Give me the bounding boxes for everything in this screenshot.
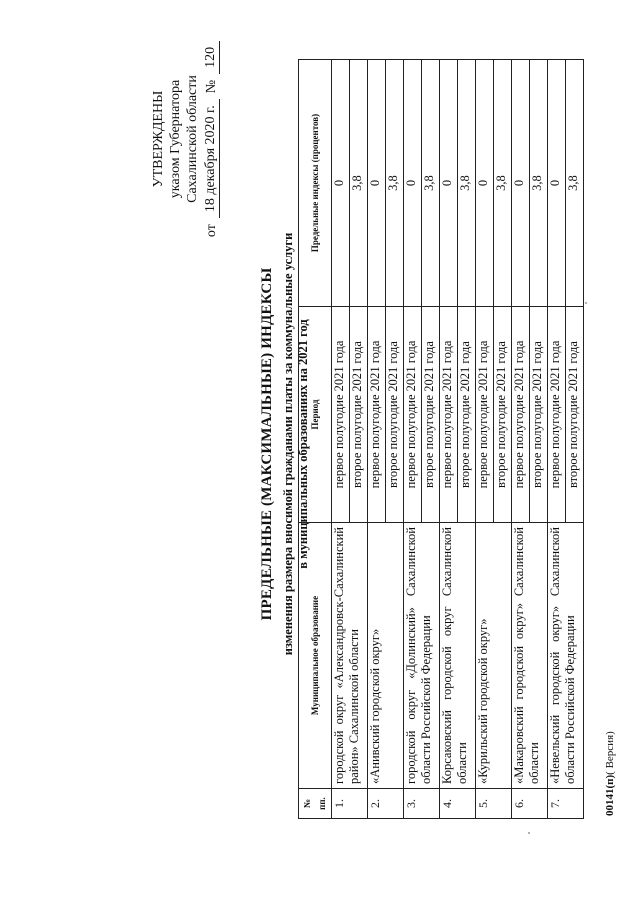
approval-number: 120	[202, 41, 220, 74]
table-row	[476, 60, 494, 819]
table-row	[368, 60, 386, 819]
row-index: 0	[404, 60, 422, 307]
row-period: первое полугодие 2021 года	[404, 307, 422, 523]
approval-region: Сахалинской области	[185, 75, 200, 203]
row-period: первое полугодие 2021 года	[440, 307, 458, 523]
row-num: 3.	[404, 789, 440, 819]
row-period: второе полугодие 2021 года	[530, 307, 548, 523]
title-line-2: изменения размера вносимой гражданами платы за коммунальные услуги	[281, 232, 295, 656]
row-period: второе полугодие 2021 года	[566, 307, 584, 523]
row-num: 2.	[368, 789, 404, 819]
indices-table	[298, 59, 584, 819]
approval-title: УТВЕРЖДЕНЫ	[151, 90, 166, 188]
row-municipality: Корсаковский городской округ Сахалинской области	[440, 523, 476, 789]
row-municipality: «Курильский городской округ»	[476, 523, 512, 789]
row-index: 3,8	[530, 60, 548, 307]
row-index: 3,8	[422, 60, 440, 307]
row-municipality: городской округ «Долинский» Сахалинской области Российской Федерации	[404, 523, 440, 789]
row-municipality: «Макаровский городской округ» Сахалинской области	[512, 523, 548, 789]
row-index: 0	[476, 60, 494, 307]
row-index: 0	[512, 60, 530, 307]
table-header-row	[299, 60, 332, 819]
row-index: 3,8	[458, 60, 476, 307]
table-row	[548, 60, 566, 819]
row-period: второе полугодие 2021 года	[422, 307, 440, 523]
row-num: 4.	[440, 789, 476, 819]
row-num: 6.	[512, 789, 548, 819]
row-period: первое полугодие 2021 года	[476, 307, 494, 523]
table-row	[512, 60, 530, 819]
row-period: второе полугодие 2021 года	[386, 307, 404, 523]
row-index: 3,8	[350, 60, 368, 307]
row-municipality: «Анивский городской округ»	[368, 523, 404, 789]
row-period: второе полугодие 2021 года	[458, 307, 476, 523]
row-period: первое полугодие 2021 года	[368, 307, 386, 523]
header-num: № пп.	[299, 789, 332, 819]
title-line-1: ПРЕДЕЛЬНЫЕ (МАКСИМАЛЬНЫЕ) ИНДЕКСЫ	[259, 267, 275, 621]
row-municipality: городской округ «Александровск-Сахалинский район» Сахалинской области	[332, 523, 368, 789]
row-index: 3,8	[494, 60, 512, 307]
row-period: первое полугодие 2021 года	[512, 307, 530, 523]
scan-speck	[528, 832, 530, 834]
row-period: первое полугодие 2021 года	[548, 307, 566, 523]
row-index: 0	[440, 60, 458, 307]
header-municipality: Муниципальное образование	[299, 523, 332, 789]
title-line-3: в муниципальных образованиях на 2021 год	[296, 319, 310, 569]
approval-date: 18 декабря 2020 г.	[202, 99, 220, 218]
approval-block	[150, 14, 220, 264]
table-row	[404, 60, 422, 819]
row-period: второе полугодие 2021 года	[494, 307, 512, 523]
row-index: 0	[548, 60, 566, 307]
row-num: 5.	[476, 789, 512, 819]
header-index: Предельные индексы (процентов)	[299, 60, 332, 307]
row-municipality: «Невельский городской округ» Сахалинской области Российской Федерации	[548, 523, 584, 789]
approval-date-line	[202, 14, 220, 264]
number-prefix: №	[204, 79, 219, 94]
row-period: первое полугодие 2021 года	[332, 307, 350, 523]
row-num: 7.	[548, 789, 584, 819]
footer-version: ( Версия)	[604, 731, 616, 775]
header-period: Период	[299, 307, 332, 523]
date-prefix: от	[204, 224, 219, 238]
table-row	[332, 60, 350, 819]
footer-code: 00141(п)	[604, 774, 616, 816]
approval-decree: указом Губернатора	[168, 79, 183, 199]
row-index: 3,8	[566, 60, 584, 307]
row-period: второе полугодие 2021 года	[350, 307, 368, 523]
table-row	[440, 60, 458, 819]
row-num: 1.	[332, 789, 368, 819]
scan-speck	[585, 302, 587, 304]
document-footer	[604, 731, 616, 816]
row-index: 0	[368, 60, 386, 307]
row-index: 0	[332, 60, 350, 307]
row-index: 3,8	[386, 60, 404, 307]
